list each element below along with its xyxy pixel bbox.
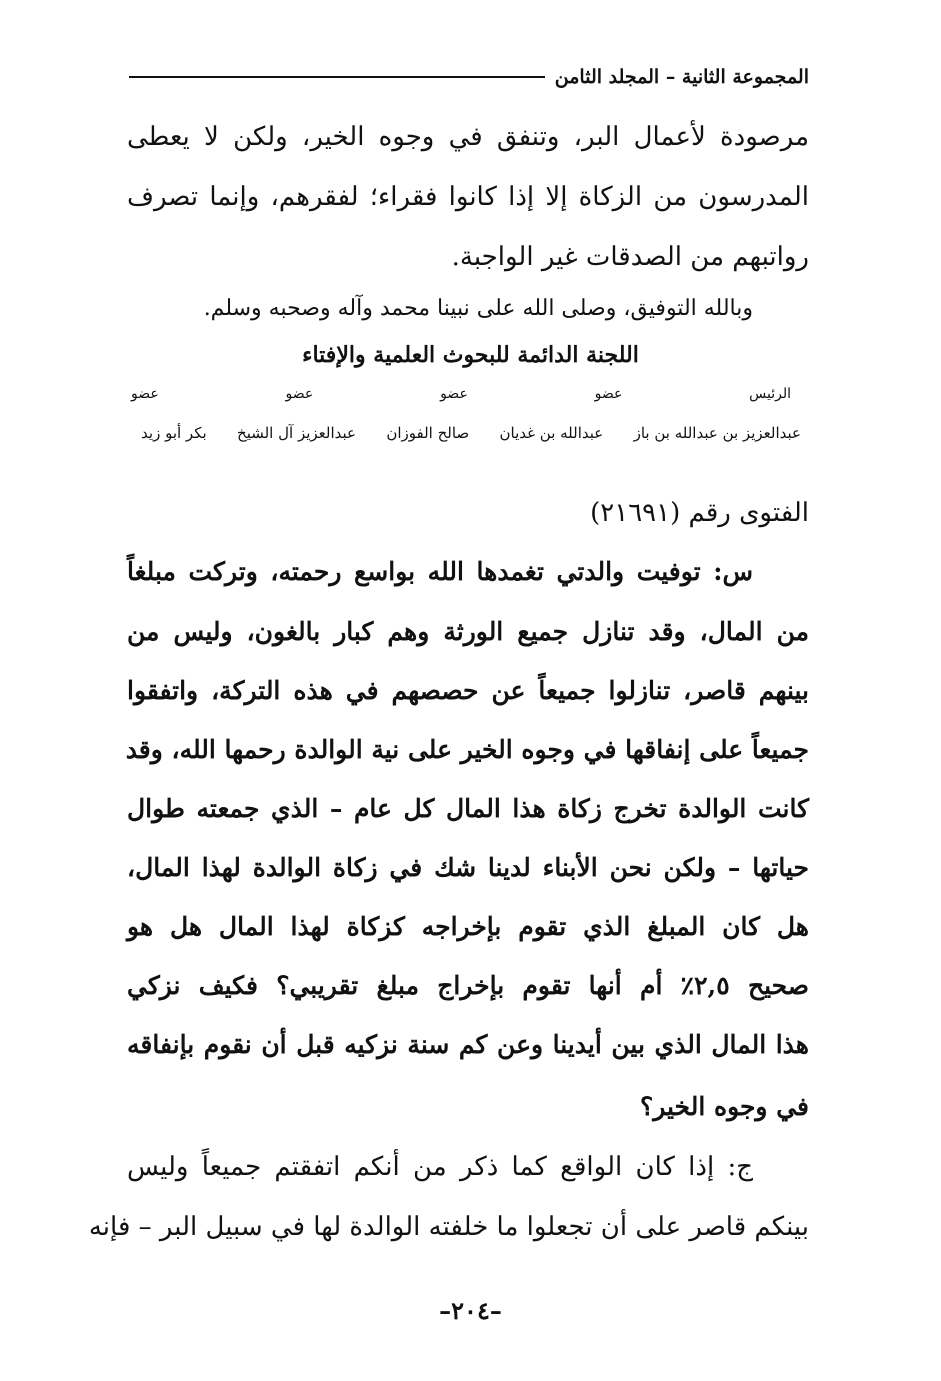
page-number: –٢٠٤– xyxy=(439,1296,502,1325)
role-label: الرئيس xyxy=(749,386,791,402)
role-label: عضو xyxy=(594,386,623,402)
question-line: كانت الوالدة تخرج زكاة هذا المال كل عام – الذي جمعته طوال xyxy=(127,794,809,823)
closing-formula: وبالله التوفيق، وصلى الله على نبينا محمد وآله وصحبه وسلم. xyxy=(203,296,753,321)
signatory-name: صالح الفوزان xyxy=(386,424,470,442)
question-line: صحيح ٢,٥٪ أم أنها تقوم بإخراج مبلغ تقريبي؟ فكيف نزكي xyxy=(127,971,809,1000)
signatory-name: بكر أبو زيد xyxy=(141,424,207,442)
question-line: بينهم قاصر، تنازلوا جميعاً عن حصصهم في هذه التركة، واتفقوا xyxy=(127,676,809,705)
question-line: جميعاً على إنفاقها في وجوه الخير على نية الوالدة رحمها الله، وقد xyxy=(125,735,809,764)
question-line: هل كان المبلغ الذي تقوم بإخراجه كزكاة لهذا المال هل هو xyxy=(127,912,809,941)
signatory-name: عبدالله بن غديان xyxy=(499,424,604,442)
body-line: المدرسون من الزكاة إلا إذا كانوا فقراء؛ لفقرهم، وإنما تصرف xyxy=(127,182,809,212)
body-line: رواتبهم من الصدقات غير الواجبة. xyxy=(451,242,809,272)
body-line: مرصودة لأعمال البر، وتنفق في وجوه الخير، ولكن لا يعطى xyxy=(127,122,809,152)
answer-line: بينكم قاصر على أن تجعلوا ما خلفته الوالدة لها في سبيل البر – فإنه xyxy=(88,1212,809,1242)
question-line: س: توفيت والدتي تغمدها الله بواسع رحمته، وتركت مبلغاً xyxy=(127,557,753,586)
fatwa-number: الفتوى رقم (٢١٦٩١) xyxy=(590,498,809,528)
signatory-roles xyxy=(131,386,791,402)
header-rule xyxy=(129,76,545,78)
role-label: عضو xyxy=(440,386,468,402)
signatory-name: عبدالعزيز بن عبدالله بن باز xyxy=(633,424,801,442)
answer-line: ج: إذا كان الواقع كما ذكر من أنكم اتفقتم جميعاً وليس xyxy=(127,1152,753,1182)
role-label: عضو xyxy=(285,386,314,402)
question-line: هذا المال الذي بين أيدينا وعن كم سنة نزكيه قبل أن نقوم بإنفاقه xyxy=(127,1030,809,1059)
question-line: في وجوه الخير؟ xyxy=(639,1092,809,1121)
signatory-name: عبدالعزيز آل الشيخ xyxy=(237,424,356,442)
committee-title: اللجنة الدائمة للبحوث العلمية والإفتاء xyxy=(302,342,639,368)
signatory-names xyxy=(141,424,801,442)
running-title: المجموعة الثانية – المجلد الثامن xyxy=(554,66,809,88)
role-label: عضو xyxy=(131,386,159,402)
question-line: حياتها – ولكن نحن الأبناء لدينا شك في زكاة الوالدة لهذا المال، xyxy=(127,853,809,882)
running-header xyxy=(129,62,809,92)
question-line: من المال، وقد تنازل جميع الورثة وهم كبار بالغون، وليس من xyxy=(127,617,809,646)
